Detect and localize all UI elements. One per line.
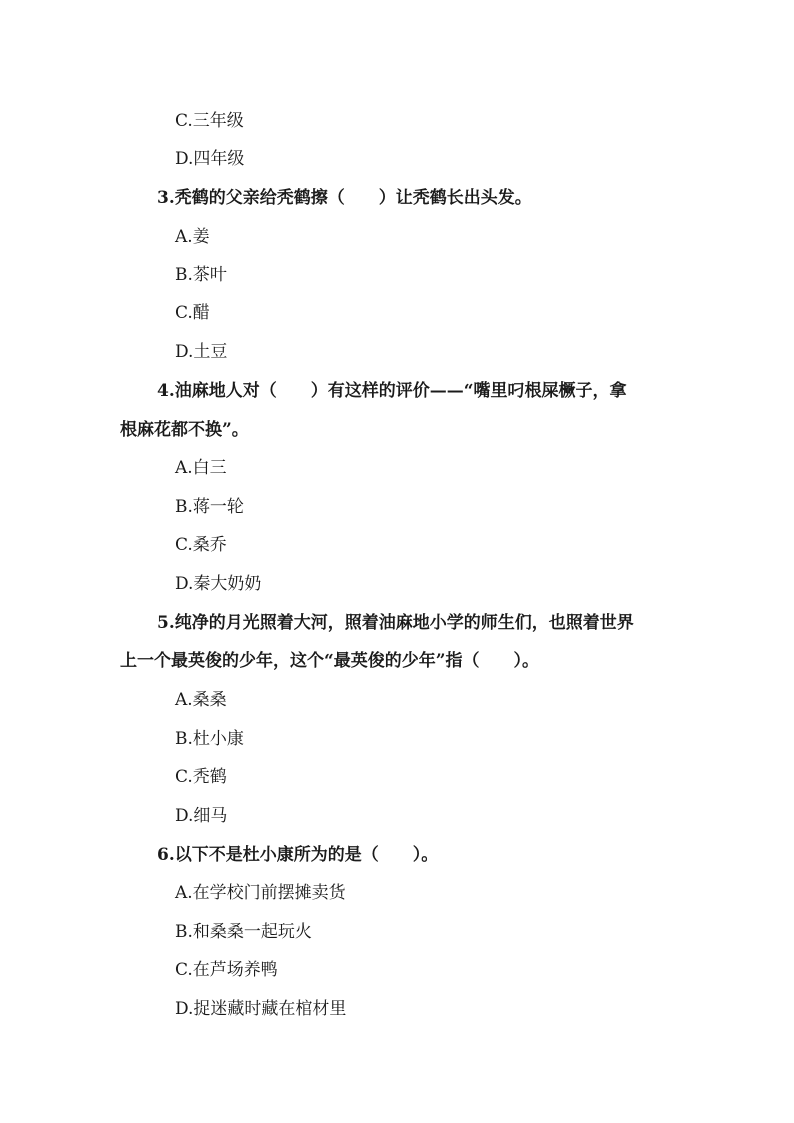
q4-stem-line1: 4.油麻地人对（ ）有这样的评价——“嘴里叼根屎橛子，拿 (157, 381, 627, 401)
q6-option-d: D.捉迷藏时藏在棺材里 (175, 999, 347, 1019)
q5-option-a: A.桑桑 (175, 690, 227, 710)
q3-option-b: B.茶叶 (175, 265, 227, 285)
q4-option-c: C.桑乔 (175, 535, 227, 555)
q3-option-a: A.姜 (175, 227, 210, 247)
q2-option-c: C.三年级 (175, 111, 244, 131)
q5-option-d: D.细马 (175, 806, 228, 826)
q3-stem: 3.秃鹤的父亲给秃鹤擦（ ）让秃鹤长出头发。 (157, 188, 532, 208)
q4-stem-line2: 根麻花都不换”。 (120, 420, 249, 440)
q4-option-a: A.白三 (175, 458, 227, 478)
q6-option-c: C.在芦场养鸭 (175, 960, 278, 980)
q3-option-d: D.土豆 (175, 342, 228, 362)
q4-option-d: D.秦大奶奶 (175, 574, 262, 594)
q5-stem-line1: 5.纯净的月光照着大河，照着油麻地小学的师生们，也照着世界 (157, 613, 634, 633)
q6-option-b: B.和桑桑一起玩火 (175, 922, 312, 942)
q6-option-a: A.在学校门前摆摊卖货 (175, 883, 346, 903)
q5-option-c: C.秃鹤 (175, 767, 227, 787)
q5-option-b: B.杜小康 (175, 729, 244, 749)
q2-option-d: D.四年级 (175, 149, 245, 169)
q5-stem-line2: 上一个最英俊的少年，这个“最英俊的少年”指（ ）。 (120, 651, 540, 671)
q3-option-c: C.醋 (175, 303, 210, 323)
q6-stem: 6.以下不是杜小康所为的是（ ）。 (157, 845, 439, 865)
q4-option-b: B.蒋一轮 (175, 497, 244, 517)
